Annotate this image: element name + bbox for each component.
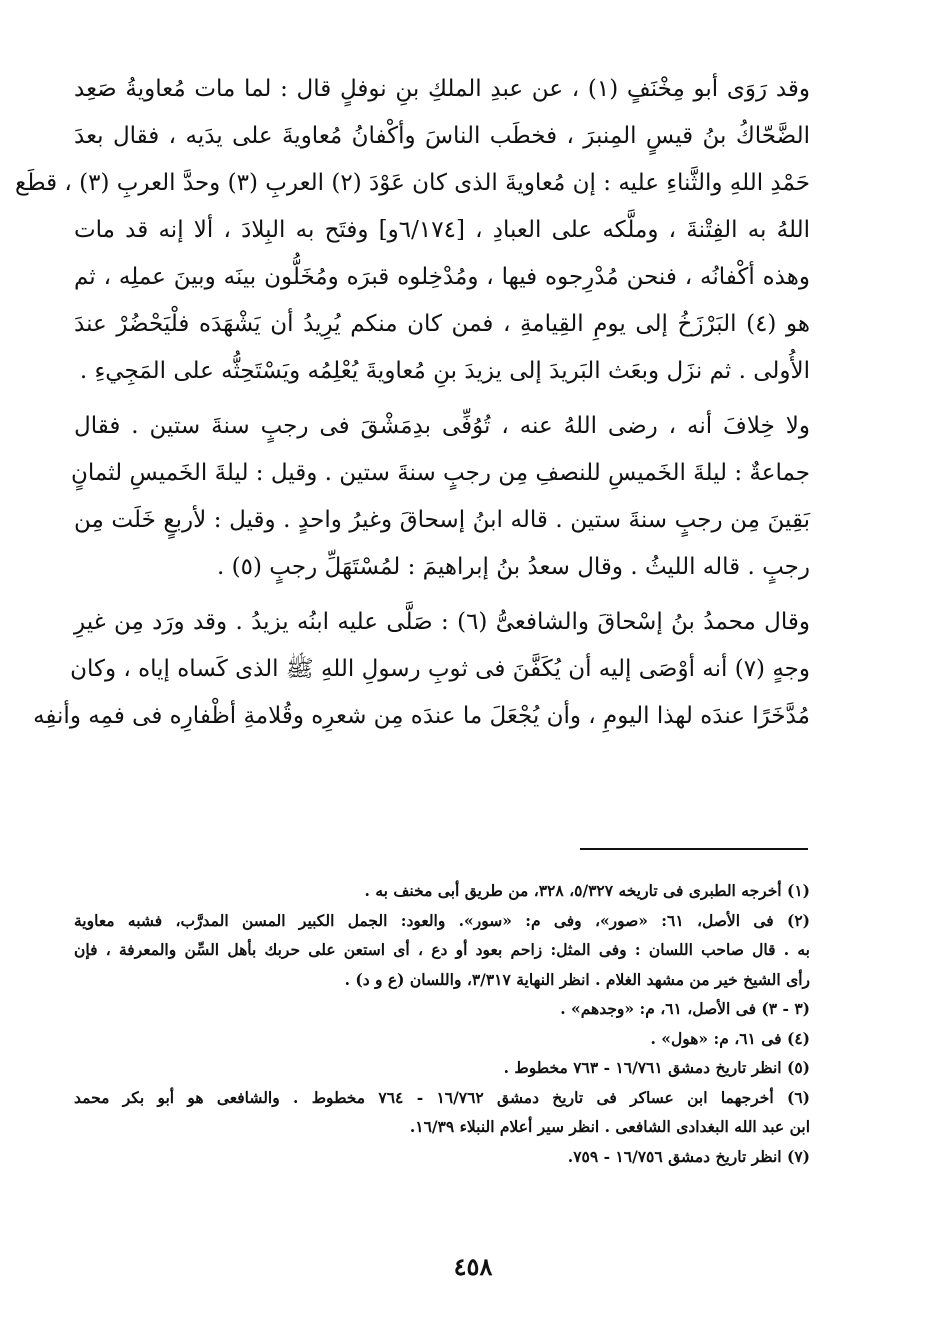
text-line: الضَّحّاكُ بنُ قيسٍ المِنبرَ ، فخطَب الناسَ وأكْفانُ مُعاويةَ على يدَيه ، فقال بعدَ [74, 123, 810, 149]
footnote-4: (٤) فى ٦١، م: «هول» . [650, 1028, 810, 1048]
main-text [14, 66, 811, 740]
text-line: هو (٤) البَرْزَخُ إلى يومِ القِيامةِ ، فمن كان منكم يُرِيدُ أن يَشْهَدَه فلْيَحْضُرْ عندَ [74, 311, 811, 337]
text-line: مُدَّخَرًا عندَه لهذا اليومِ ، وأن يُجْعَلَ ما عندَه مِن شعرِه وقُلامةِ أظْفارِه فى فمِه وأنفِه [33, 703, 810, 729]
footnote-2: (٢) فى الأصل، ٦١: «صور»، وفى م: «سور». والعود: الجمل الكبير المسن المدرَّب، فشبه معاوية [74, 910, 810, 930]
page-number: ٤٥٨ [453, 1252, 493, 1281]
text-line: حَمْدِ اللهِ والثَّناءِ عليه : إن مُعاويةَ الذى كان عَوْدَ (٢) العربِ (٣) وحدَّ العربِ (٣) ، قطَع [14, 170, 810, 196]
text-line: بَقِينَ مِن رجبٍ سنةَ ستين . قاله ابنُ إسحاقَ وغيرُ واحدٍ . وقيل : لأربعٍ خَلَت مِن [74, 507, 810, 533]
text-line: اللهُ به الفِتْنةَ ، وملَّكه على العبادِ ، [٦/١٧٤و] وفتَح به البِلادَ ، ألا إنه قد مات [74, 217, 810, 243]
footnote-6-cont: ابن عبد الله البغدادى الشافعى . انظر سير أعلام النبلاء ١٦/٣٩. [409, 1117, 810, 1136]
text-line: جماعةٌ : ليلةَ الخَميسِ للنصفِ مِن رجبٍ سنةَ ستين . وقيل : ليلةَ الخَميسِ لثمانٍ [71, 460, 810, 486]
footnote-separator [580, 848, 808, 850]
text-line: وقال محمدُ بنُ إسْحاقَ والشافعىُّ (٦) : صَلَّى عليه ابنُه يزيدُ . وقد ورَد مِن غيرِ [74, 609, 810, 635]
footnotes [74, 876, 810, 1171]
text-line: رجبٍ . قاله الليثُ . وقال سعدُ بنُ إبراهيمَ : لمُسْتَهَلِّ رجبٍ (٥) . [217, 554, 810, 580]
footnote-2-cont: به . قال صاحب اللسان : وفى المثل: زاحم بعود أو دع ، أى استعن على حربك بأهل السِّن والمعرفة ، فإن [74, 940, 810, 959]
footnote-3: (٣ - ٣) فى الأصل، ٦١، م: «وجدهم» . [560, 999, 810, 1018]
text-line: ولا خِلافَ أنه ، رضى اللهُ عنه ، تُوُفِّى بدِمَشْقَ فى رجبٍ سنةَ ستين . فقال [74, 413, 810, 439]
footnote-2-cont: رأى الشيخ خير من مشهد الغلام . انظر النهاية ٣/٣١٧، واللسان (ع و د) . [344, 969, 810, 989]
text-line: وجهٍ (٧) أنه أوْصَى إليه أن يُكَفَّنَ فى ثوبِ رسولِ اللهِ ﷺ الذى كَساه إياه ، وكان [70, 656, 810, 682]
text-line: وهذه أكْفانُه ، فنحن مُدْرِجوه فيها ، ومُدْخِلوه قبرَه ومُخَلُّون بينَه وبينَ عملِه ، ثم [74, 264, 810, 290]
footnote-5: (٥) انظر تاريخ دمشق ١٦/٧٦١ - ٧٦٣ مخطوط . [503, 1058, 810, 1077]
paragraph-3 [33, 599, 810, 740]
footnote-7: (٧) انظر تاريخ دمشق ١٦/٧٥٦ - ٧٥٩. [567, 1146, 810, 1166]
paragraph-2 [71, 403, 810, 591]
text-line: وقد رَوَى أبو مِخْنَفٍ (١) ، عن عبدِ الملكِ بنِ نوفلٍ قال : لما مات مُعاويةُ صَعِد [74, 76, 810, 102]
text-line: الأُولى . ثم نزَل وبعَث البَريدَ إلى يزيدَ بنِ مُعاويةَ يُعْلِمُه ويَسْتَحِثُّه على المَجِيءِ . [79, 358, 810, 384]
paragraph-1 [14, 66, 811, 395]
footnote-1: (١) أخرجه الطبرى فى تاريخه ٥/٣٢٧، ٣٢٨، من طريق أبى مخنف به . [364, 881, 810, 900]
footnote-6: (٦) أخرجهما ابن عساكر فى تاريخ دمشق ١٦/٧٦٢ - ٧٦٤ مخطوط . والشافعى هو أبو بكر محمد [74, 1087, 810, 1107]
